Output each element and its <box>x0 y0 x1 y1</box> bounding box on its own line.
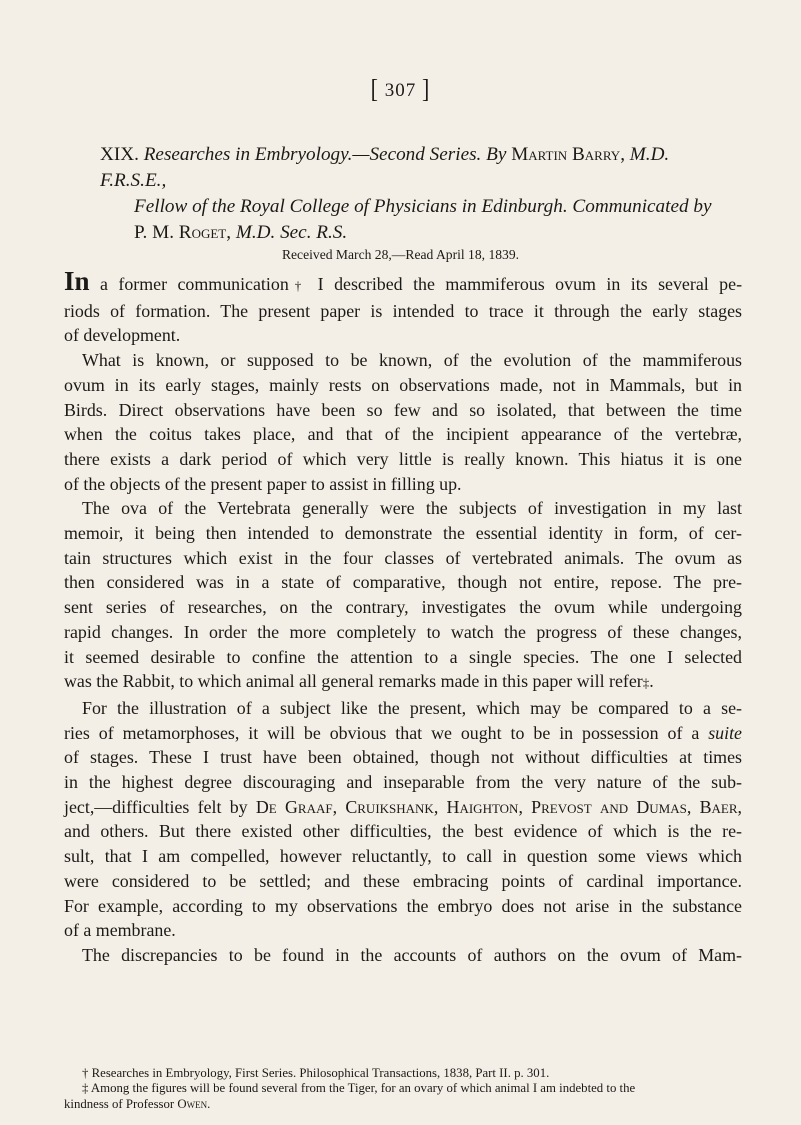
received-date: Received March 28,—Read April 18, 1839. <box>281 247 520 262</box>
footnote-ref-dagger: † <box>288 278 308 293</box>
body-line: sult, that I am compelled, however reluctantly, to call in question some views which <box>64 846 742 867</box>
body-line: there exists a dark period of which very little is really known. This hiatus it is one <box>64 448 742 469</box>
body-line: of development. <box>64 325 181 346</box>
body-line: when the coitus takes place, and that of the incipient appearance of the vertebræ, <box>64 424 742 445</box>
owen-name: Owen. <box>177 1096 211 1111</box>
paper-number: XIX. <box>100 144 139 165</box>
body-line: rapid changes. In order the more completely to watch the progress of these changes, <box>64 621 742 642</box>
body-line: For the illustration of a subject like the present, which may be compared to a se- <box>82 697 742 718</box>
body-line: of a membrane. <box>64 920 176 941</box>
page-number-value: 307 <box>384 80 417 101</box>
body-line: in the highest degree discouraging and inseparable from the very nature of the sub- <box>64 772 742 793</box>
italic-suite: suite <box>708 722 742 743</box>
body-line: and others. But there existed other difficulties, the best evidence of which is the re- <box>64 821 742 842</box>
body-line: memoir, it being then intended to demonstrate the essential identity in form, of cer- <box>64 523 742 544</box>
author-degrees: M.D. F.R.S.E., <box>100 144 670 191</box>
body-line: riods of formation. The present paper is intended to trace it through the early stages <box>64 300 742 321</box>
body-line: ries of metamorphoses, it will be obvious that we ought to be in possession of a suite <box>64 722 742 743</box>
body-line: were considered to be settled; and these embracing points of cardinal importance. <box>64 870 742 891</box>
footnotes <box>64 1066 742 1112</box>
body-line: ovum in its early stages, mainly rests on observations made, not in Mammals, but in <box>64 374 742 395</box>
drop-cap: In <box>64 266 90 296</box>
body-line: The ova of the Vertebrata generally were the subjects of investigation in my last <box>82 498 742 519</box>
author-name: Martin Barry, <box>511 144 625 165</box>
body-line: it seemed desirable to confine the attention to a single species. The one I selected <box>64 646 742 667</box>
body-line: The discrepancies to be found in the accounts of authors on the ovum of Mam- <box>82 944 742 965</box>
body-line: then considered was in a state of comparative, though not entire, repose. The pre- <box>64 572 742 593</box>
paper-title: Researches in Embryology.—Second Series. <box>143 144 482 165</box>
body-line: For example, according to my observations the embryo does not arise in the substance <box>64 895 742 916</box>
header-line-3 <box>100 220 740 246</box>
header-line-2 <box>100 194 740 220</box>
body-line: sent series of researches, on the contrary, investigates the ovum while undergoing <box>64 597 742 618</box>
footnote-1: † Researches in Embryology, First Series. Philosophical Transactions, 1838, Part II. p. 301. <box>82 1066 550 1080</box>
footnote-2-continued: kindness of Professor Owen. <box>64 1096 211 1111</box>
communicated-by: Communicated by <box>572 196 712 217</box>
by-word: By <box>486 144 507 165</box>
body-line: was the Rabbit, to which animal all general remarks made in this paper will refer‡. <box>64 671 654 692</box>
body-line: What is known, or supposed to be known, of the evolution of the mammiferous <box>82 350 742 371</box>
affiliation: Fellow of the Royal College of Physicians in Edinburgh. <box>134 196 568 217</box>
cited-authors: De Graaf, Cruikshank, Haighton, Prevost and Dumas, Baer, <box>255 796 742 817</box>
right-bracket: ] <box>422 73 431 104</box>
page-number <box>0 73 801 104</box>
body-line: Birds. Direct observations have been so few and so isolated, that between the time <box>64 399 742 420</box>
header-line-1 <box>100 142 740 194</box>
body-line: of stages. These I trust have been obtained, though not without difficulties at times <box>64 747 742 768</box>
paper-header <box>100 142 740 246</box>
body-line: tain structures which exist in the four classes of vertebrated animals. The ovum as <box>64 547 742 568</box>
communicator-titles: M.D. Sec. R.S. <box>235 222 348 243</box>
body-text <box>64 266 743 968</box>
footnote-2: ‡ Among the figures will be found several from the Tiger, for an ovary of which animal I am indebted to the <box>82 1081 636 1096</box>
body-line: ject,—difficulties felt by De Graaf, Cruikshank, Haighton, Prevost and Dumas, Baer, <box>64 796 742 817</box>
body-line: of the objects of the present paper to assist in filling up. <box>64 473 462 494</box>
left-bracket: [ <box>370 73 379 104</box>
footnote-ref-double-dagger: ‡ <box>642 675 650 691</box>
body-line: In a former communication† I described the mammiferous ovum in its several pe- <box>64 266 743 296</box>
communicator-name: P. M. Roget, <box>134 222 232 243</box>
